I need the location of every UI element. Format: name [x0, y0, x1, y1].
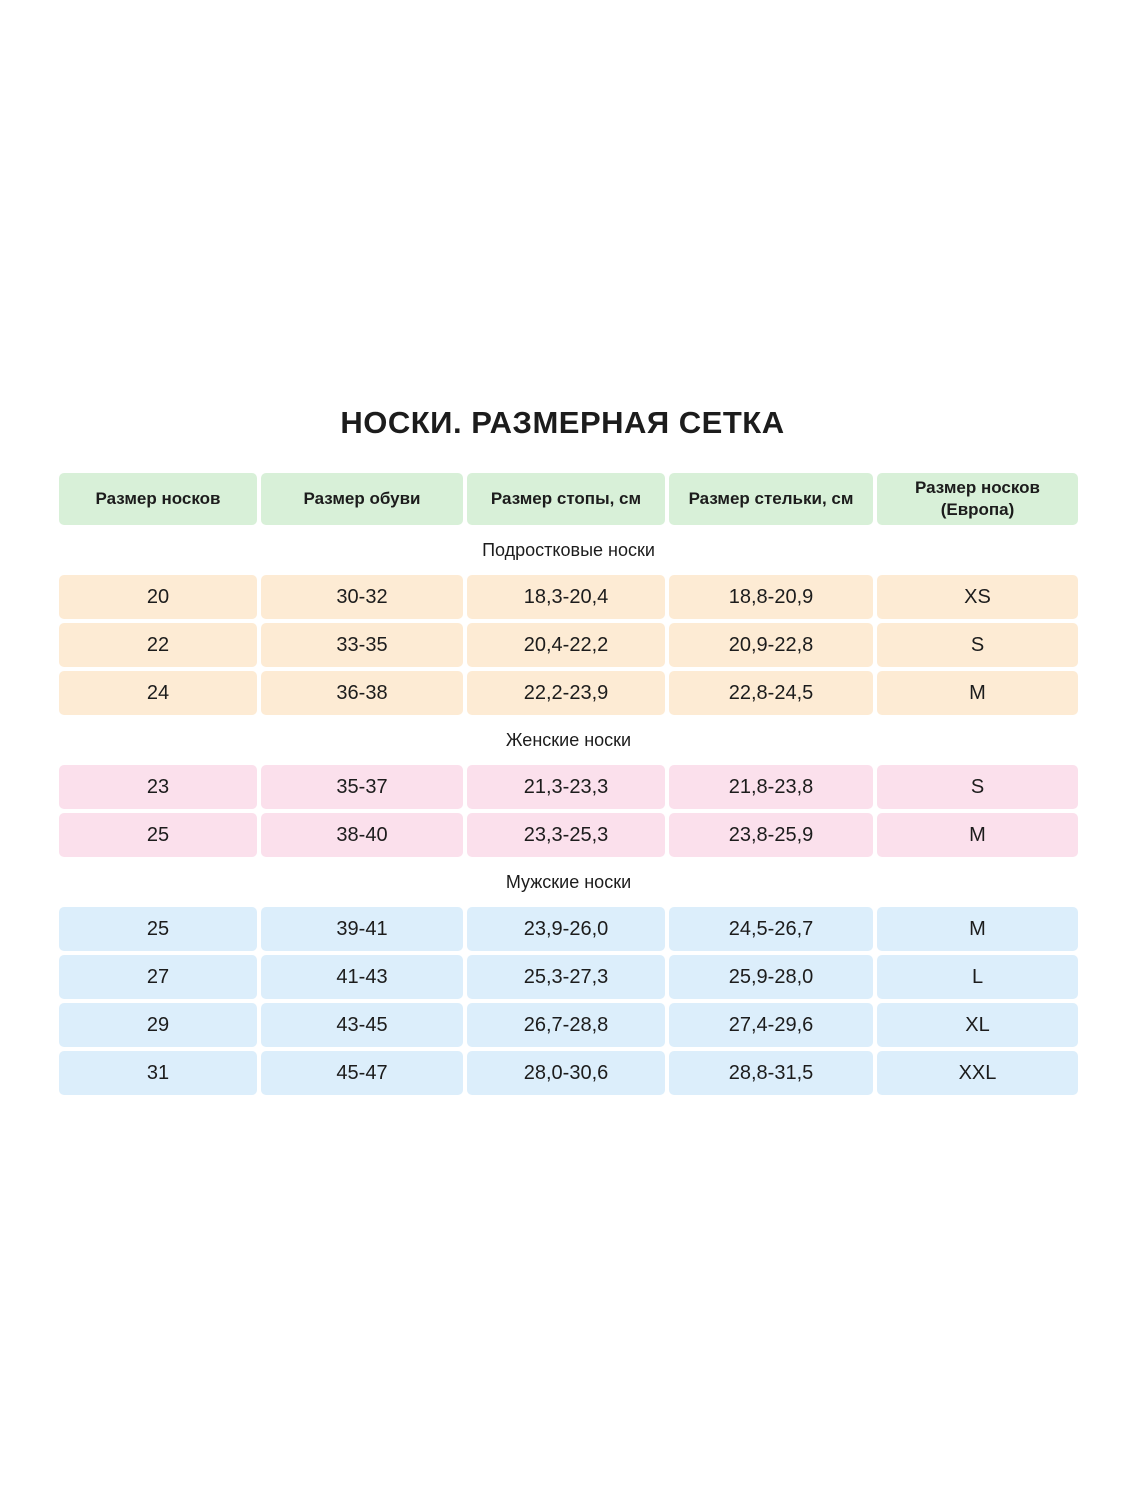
cell-socks-size: 29 [59, 1003, 257, 1047]
section-teen [59, 529, 1078, 715]
page-title: НОСКИ. РАЗМЕРНАЯ СЕТКА [340, 405, 785, 440]
cell-socks-size: 23 [59, 765, 257, 809]
section-label-row [59, 529, 1078, 571]
cell-shoe-size: 43-45 [261, 1003, 463, 1047]
cell-foot-length: 23,9-26,0 [467, 907, 665, 951]
cell-socks-size-europe: M [877, 813, 1078, 857]
cell-foot-length: 26,7-28,8 [467, 1003, 665, 1047]
cell-insole-length: 25,9-28,0 [669, 955, 873, 999]
header-line-1: Размер обуви [303, 489, 421, 508]
section-men [59, 861, 1078, 1095]
cell-shoe-size: 45-47 [261, 1051, 463, 1095]
header-line-1: Размер носков [915, 478, 1040, 497]
table-row [59, 575, 1078, 619]
cell-socks-size-europe: L [877, 955, 1078, 999]
table-row [59, 1003, 1078, 1047]
cell-insole-length: 21,8-23,8 [669, 765, 873, 809]
cell-socks-size-europe: XS [877, 575, 1078, 619]
cell-socks-size: 31 [59, 1051, 257, 1095]
table-row [59, 813, 1078, 857]
cell-foot-length: 25,3-27,3 [467, 955, 665, 999]
table-row [59, 907, 1078, 951]
cell-shoe-size: 38-40 [261, 813, 463, 857]
cell-shoe-size: 30-32 [261, 575, 463, 619]
section-title: Мужские носки [59, 861, 1078, 903]
table-row [59, 1051, 1078, 1095]
table-row [59, 623, 1078, 667]
table-header [59, 473, 1078, 525]
cell-foot-length: 20,4-22,2 [467, 623, 665, 667]
cell-socks-size-europe: M [877, 907, 1078, 951]
header-line-1: Размер носков [95, 489, 221, 508]
cell-socks-size-europe: XL [877, 1003, 1078, 1047]
cell-socks-size: 25 [59, 907, 257, 951]
cell-shoe-size: 35-37 [261, 765, 463, 809]
cell-insole-length: 27,4-29,6 [669, 1003, 873, 1047]
column-header-shoe-size [261, 473, 463, 525]
cell-insole-length: 23,8-25,9 [669, 813, 873, 857]
cell-insole-length: 20,9-22,8 [669, 623, 873, 667]
cell-socks-size: 22 [59, 623, 257, 667]
section-label-row [59, 719, 1078, 761]
size-table [55, 469, 1082, 1099]
cell-insole-length: 22,8-24,5 [669, 671, 873, 715]
cell-socks-size-europe: S [877, 623, 1078, 667]
header-line-2: (Европа) [940, 500, 1015, 519]
cell-socks-size: 20 [59, 575, 257, 619]
cell-socks-size-europe: M [877, 671, 1078, 715]
header-line-1: Размер стопы, см [490, 489, 642, 508]
section-title: Подростковые носки [59, 529, 1078, 571]
cell-insole-length: 24,5-26,7 [669, 907, 873, 951]
cell-foot-length: 23,3-25,3 [467, 813, 665, 857]
cell-socks-size-europe: XXL [877, 1051, 1078, 1095]
cell-insole-length: 28,8-31,5 [669, 1051, 873, 1095]
header-line-1: Размер стельки, см [688, 489, 854, 508]
cell-socks-size: 24 [59, 671, 257, 715]
column-header-insole-length [669, 473, 873, 525]
cell-socks-size: 27 [59, 955, 257, 999]
section-label-row [59, 861, 1078, 903]
cell-shoe-size: 41-43 [261, 955, 463, 999]
column-header-socks-size-europe [877, 473, 1078, 525]
cell-foot-length: 18,3-20,4 [467, 575, 665, 619]
cell-foot-length: 21,3-23,3 [467, 765, 665, 809]
cell-shoe-size: 36-38 [261, 671, 463, 715]
cell-shoe-size: 33-35 [261, 623, 463, 667]
table-row [59, 671, 1078, 715]
section-women [59, 719, 1078, 857]
header-row [59, 473, 1078, 525]
column-header-foot-length [467, 473, 665, 525]
cell-foot-length: 22,2-23,9 [467, 671, 665, 715]
size-chart-container [55, 405, 1070, 1099]
column-header-socks-size [59, 473, 257, 525]
table-row [59, 955, 1078, 999]
cell-insole-length: 18,8-20,9 [669, 575, 873, 619]
cell-socks-size-europe: S [877, 765, 1078, 809]
cell-socks-size: 25 [59, 813, 257, 857]
section-title: Женские носки [59, 719, 1078, 761]
cell-foot-length: 28,0-30,6 [467, 1051, 665, 1095]
cell-shoe-size: 39-41 [261, 907, 463, 951]
table-row [59, 765, 1078, 809]
